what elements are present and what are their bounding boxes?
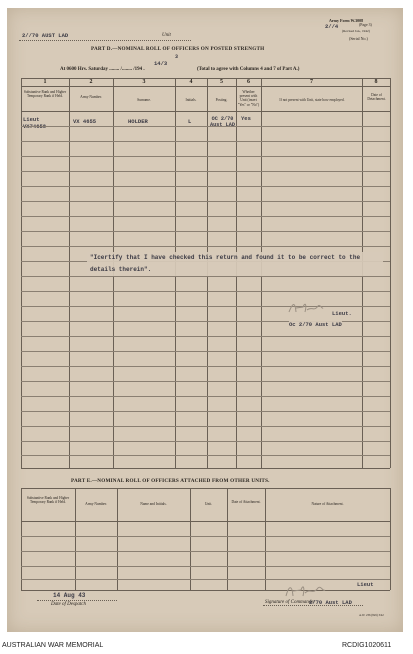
- col-rule: [117, 488, 118, 590]
- table-e-bottom-rule: [21, 590, 390, 591]
- printer-note: A.W. 236 (8x9) 3/42: [359, 613, 384, 617]
- row-posting: OC 2/70 Aust LAD: [210, 116, 235, 129]
- form-number: Army Form W.3008: [329, 18, 364, 23]
- row-rank-secondary: VX74658: [23, 123, 47, 130]
- col-header-present: Whether present with Unit (insert "Yes" or "No"): [237, 90, 260, 107]
- year-digit: 3: [175, 54, 179, 60]
- unit-underline: [19, 40, 191, 41]
- row-rule: [21, 336, 390, 337]
- row-rule: [21, 216, 390, 217]
- col-header-e-date: Date of Attachment.: [231, 500, 261, 504]
- at-line: At 0600 Hrs. Saturday ........ /........ /194 .: [60, 67, 145, 72]
- sig-unit: 2/70 Aust LAD: [309, 599, 352, 606]
- footer-right: RCDIG1020611: [342, 642, 392, 649]
- col-rule: [21, 488, 22, 590]
- col-header-e-unit: Unit.: [204, 502, 213, 506]
- despatch-underline: [37, 600, 117, 601]
- table-d-bottom-rule: [21, 468, 390, 469]
- col-rule-0: [21, 78, 22, 468]
- row-army-number: VX 4655: [73, 118, 97, 125]
- col-header-e-army-number: Army Number.: [85, 502, 107, 506]
- page-note: (Page 3): [359, 23, 372, 27]
- row-rule: [21, 426, 390, 427]
- row-initials: L: [188, 118, 192, 125]
- row-rule: [21, 231, 390, 232]
- row-rule: [21, 441, 390, 442]
- row-rule: [21, 566, 390, 567]
- row-present: Yes: [241, 115, 251, 122]
- row-rule: [21, 126, 390, 127]
- agree-note: (Total to agree with Columns 4 and 7 of Part A.): [197, 67, 300, 72]
- cert-sig-unit: Oc 2/70 Aust LAD: [289, 321, 342, 328]
- footer-left: AUSTRALIAN WAR MEMORIAL: [2, 642, 104, 649]
- table-d-numbers-rule: [21, 86, 390, 87]
- row-rule: [21, 246, 390, 247]
- col-rule: [227, 488, 228, 590]
- row-rule: [21, 171, 390, 172]
- row-rule: [21, 141, 390, 142]
- row-rule: [21, 455, 390, 456]
- col-header-detachment: Date of Detachment.: [367, 93, 386, 102]
- col-number: 8: [374, 79, 378, 85]
- col-number: 6: [247, 79, 250, 85]
- unit-value: 2//70 AUST LAD: [22, 32, 69, 39]
- archive-footer: [0, 640, 413, 654]
- col-header-posting: Posting.: [215, 98, 228, 102]
- part-d-title: PART D.—NOMINAL ROLL OF OFFICERS ON POSTED STRENGTH: [91, 46, 265, 52]
- despatch-label: Date of Despatch: [51, 602, 86, 607]
- row-rule: [21, 156, 390, 157]
- row-rule: [21, 351, 390, 352]
- col-number: 4: [189, 79, 193, 85]
- row-rule: [21, 536, 390, 537]
- col-header-surname: Surname.: [137, 98, 151, 102]
- row-rule: [21, 579, 390, 580]
- col-number: 5: [220, 79, 223, 85]
- return-date: 14/3: [154, 60, 168, 67]
- row-rule: [21, 411, 390, 412]
- row-surname: HOLDER: [128, 118, 148, 125]
- col-rule: [265, 488, 266, 590]
- col-header-rank: Substantive Rank and Higher Temporary Rank if Held.: [23, 90, 67, 99]
- row-rule: [21, 396, 390, 397]
- col-rule-1: [69, 78, 70, 468]
- row-rule: [21, 381, 390, 382]
- row-rule: [21, 291, 390, 292]
- table-e-header-rule: [21, 521, 390, 522]
- serial-label: (Serial No.): [349, 36, 368, 41]
- col-rule: [75, 488, 76, 590]
- col-rule-8: [390, 78, 391, 468]
- col-header-e-rank: Substantive Rank and Higher Temporary Rank if Held.: [26, 496, 70, 505]
- row-rule: [21, 276, 390, 277]
- unit-label: Unit: [162, 33, 171, 38]
- sig-rank: Lieut: [357, 581, 374, 588]
- col-header-army-number: Army Number.: [80, 95, 102, 99]
- despatch-date: 14 Aug 43: [53, 592, 86, 599]
- row-rank: Lieut: [23, 116, 40, 123]
- col-rule: [390, 488, 391, 590]
- row-rule: [21, 201, 390, 202]
- sig-label: Signature of Commander: [265, 600, 316, 605]
- table-e-top-rule: [21, 488, 390, 489]
- col-header-e-name: Name and Initials.: [140, 502, 167, 506]
- row-rule: [21, 366, 390, 367]
- row-rule: [21, 551, 390, 552]
- form-stamp: 2//4: [325, 23, 339, 30]
- col-header-employment: If not present with Unit, state how employed.: [279, 98, 345, 102]
- officer-signature-icon: [287, 300, 325, 318]
- col-rule: [190, 488, 191, 590]
- col-number: 1: [43, 79, 47, 85]
- cert-sig-rank: Lieut.: [332, 310, 352, 317]
- col-number: 2: [89, 79, 93, 85]
- form-sheet: [7, 8, 403, 632]
- row-rule: [21, 186, 390, 187]
- col-header-initials: Initials.: [185, 98, 197, 102]
- part-e-title: PART E.—NOMINAL ROLL OF OFFICERS ATTACHED FROM OTHER UNITS.: [71, 478, 270, 484]
- col-number: 3: [142, 79, 146, 85]
- certification-text: "Icertify that I have checked this return and found it to be correct to the details therein".: [87, 252, 383, 276]
- revised-note: (Revised Jan., 1942): [342, 29, 370, 33]
- table-d-header-rule: [21, 111, 390, 112]
- col-header-e-nature: Nature of Attachment.: [311, 502, 344, 506]
- col-number: 7: [310, 79, 313, 85]
- row-rule: [21, 306, 390, 307]
